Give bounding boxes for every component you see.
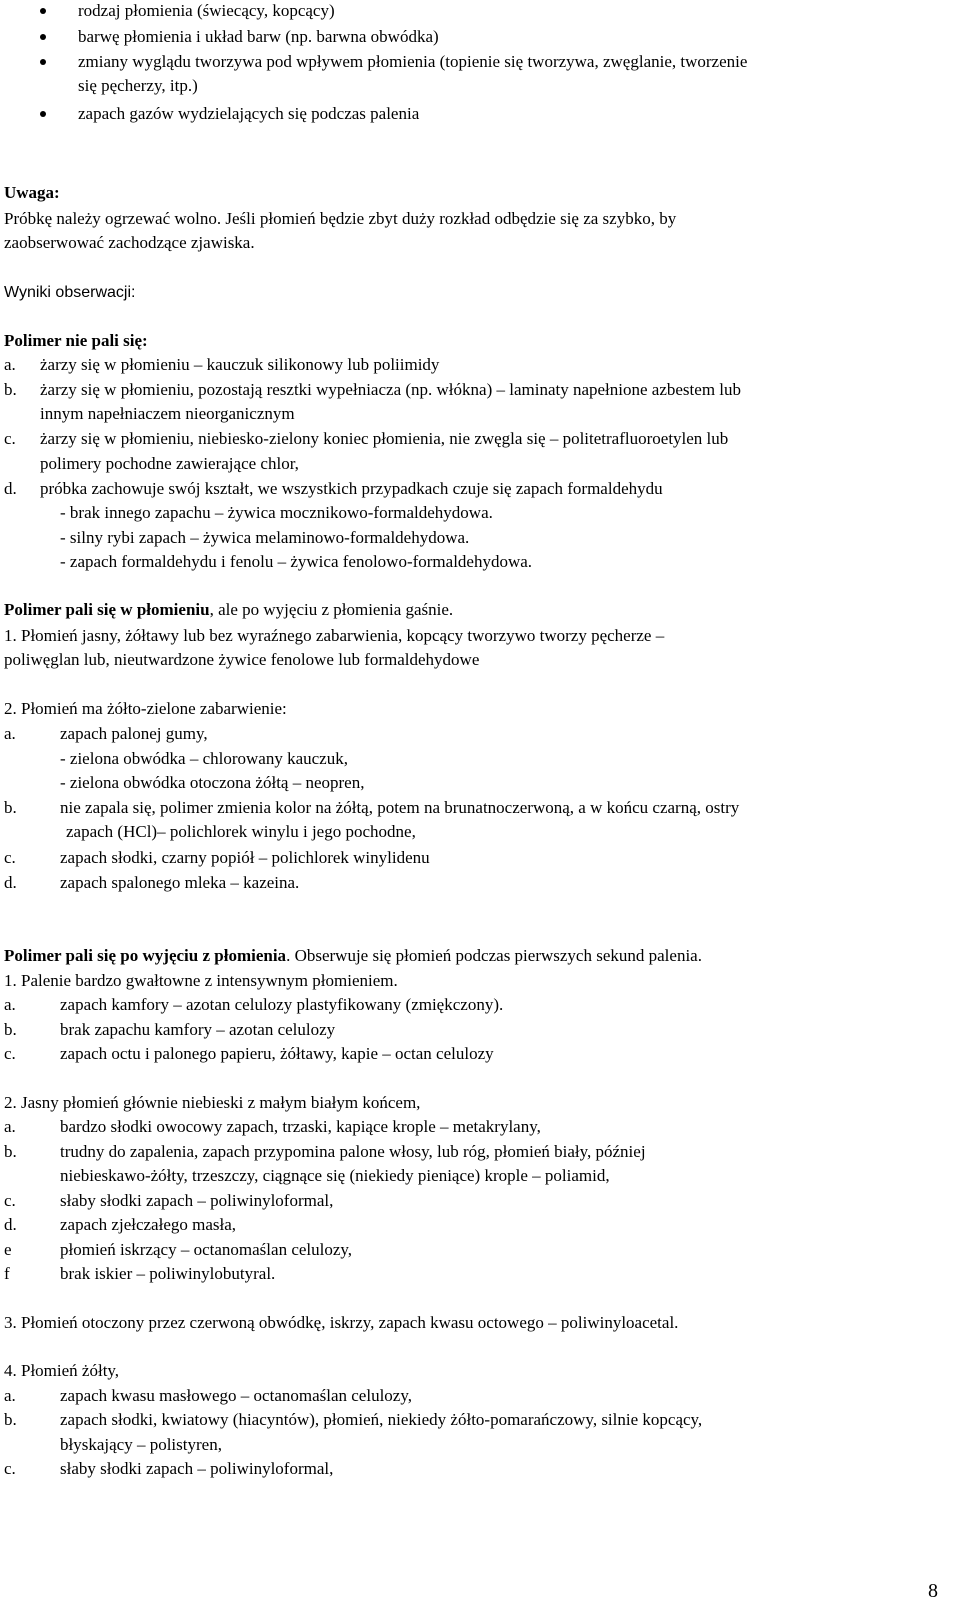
bullet-dot (40, 34, 46, 40)
note-text: Próbkę należy ogrzewać wolno. Jeśli płomień będzie zbyt duży rozkład odbędzie się za szybko, by (4, 209, 677, 228)
list-marker: b. (4, 1410, 17, 1429)
section-heading (4, 597, 453, 622)
list-marker: d. (4, 1215, 17, 1234)
section-heading-rest: , ale po wyjęciu z płomienia gaśnie. (209, 600, 454, 619)
list-item-continuation: polimery pochodne zawierające chlor, (40, 454, 299, 473)
list-marker: c. (4, 848, 16, 867)
list-item: zapach octu i palonego papieru, żółtawy, kapie – octan celulozy (60, 1044, 494, 1063)
paragraph: 4. Płomień żółty, (4, 1361, 120, 1380)
list-marker: c. (4, 1044, 16, 1063)
list-item: zapach spalonego mleka – kazeina. (60, 873, 300, 892)
list-item: trudny do zapalenia, zapach przypomina palone włosy, lub róg, płomień biały, później (60, 1142, 646, 1161)
list-subitem: - zapach formaldehydu i fenolu – żywica fenolowo-formaldehydowa. (60, 552, 533, 571)
section-heading: Polimer nie pali się: (4, 331, 148, 350)
list-item: zapach kamfory – azotan celulozy plastyfikowany (zmiękczony). (60, 995, 504, 1014)
list-marker: d. (4, 873, 17, 892)
note-title: Uwaga: (4, 183, 60, 202)
list-item: słaby słodki zapach – poliwinyloformal, (60, 1459, 334, 1478)
list-item: zapach słodki, czarny popiół – polichlorek winylidenu (60, 848, 430, 867)
list-subitem: - brak innego zapachu – żywica mocznikowo-formaldehydowa. (60, 503, 493, 522)
section-heading-rest: . Obserwuje się płomień podczas pierwszych sekund palenia. (286, 946, 702, 965)
page-number: 8 (928, 1580, 938, 1602)
list-item: żarzy się w płomieniu, niebiesko-zielony koniec płomienia, nie zwęgla się – politetrafluoroetylen lub (40, 429, 729, 448)
section-heading-bold: Polimer pali się po wyjęciu z płomienia (4, 946, 287, 965)
list-subitem: - silny rybi zapach – żywica melaminowo-formaldehydowa. (60, 528, 470, 547)
list-item: żarzy się w płomieniu – kauczuk silikonowy lub poliimidy (40, 355, 440, 374)
bullet-item: barwę płomienia i układ barw (np. barwna obwódka) (78, 27, 439, 46)
list-marker: d. (4, 479, 17, 498)
list-marker: a. (4, 724, 16, 743)
list-item: bardzo słodki owocowy zapach, trzaski, kapiące krople – metakrylany, (60, 1117, 541, 1136)
list-marker: b. (4, 1142, 17, 1161)
paragraph: 2. Płomień ma żółto-zielone zabarwienie: (4, 699, 287, 718)
section-heading-bold: Polimer pali się w płomieniu (4, 600, 210, 619)
bullet-dot (40, 111, 46, 117)
list-subitem: - zielona obwódka otoczona żółtą – neopren, (60, 773, 365, 792)
paragraph: 2. Jasny płomień głównie niebieski z małym białym końcem, (4, 1093, 421, 1112)
list-subitem: - zielona obwódka – chlorowany kauczuk, (60, 749, 348, 768)
list-marker: b. (4, 798, 17, 817)
list-item: zapach słodki, kwiatowy (hiacyntów), płomień, niekiedy żółto-pomarańczowy, silnie kopcący, (60, 1410, 703, 1429)
list-item-continuation: błyskający – polistyren, (60, 1435, 222, 1454)
bullet-item: zapach gazów wydzielających się podczas palenia (78, 104, 420, 123)
list-item: brak zapachu kamfory – azotan celulozy (60, 1020, 336, 1039)
list-item-continuation: innym napełniaczem nieorganicznym (40, 404, 295, 423)
list-item: zapach palonej gumy, (60, 724, 208, 743)
list-item-continuation: niebieskawo-żółty, trzeszczy, ciągnące się (niekiedy pieniące) krople – poliamid, (60, 1166, 610, 1185)
list-marker: c. (4, 429, 16, 448)
bullet-dot (40, 8, 46, 14)
list-item: nie zapala się, polimer zmienia kolor na żółtą, potem na brunatnoczerwoną, a w końcu czarną, ostry (60, 798, 740, 817)
list-item: słaby słodki zapach – poliwinyloformal, (60, 1191, 334, 1210)
list-item: zapach zjełczałego masła, (60, 1215, 237, 1234)
bullet-dot (40, 59, 46, 65)
list-marker: a. (4, 355, 16, 374)
list-item-continuation: zapach (HCl)– polichlorek winylu i jego pochodne, (66, 822, 416, 841)
bullet-item: rodzaj płomienia (świecący, kopcący) (78, 1, 335, 20)
results-title: Wyniki obserwacji: (4, 284, 136, 301)
list-marker: c. (4, 1459, 16, 1478)
list-marker: b. (4, 380, 17, 399)
bullet-item-continuation: się pęcherzy, itp.) (78, 76, 198, 95)
list-item: żarzy się w płomieniu, pozostają resztki wypełniacza (np. włókna) – laminaty napełnione azbestem lub (40, 380, 742, 399)
list-marker: a. (4, 995, 16, 1014)
paragraph: 1. Palenie bardzo gwałtowne z intensywnym płomieniem. (4, 971, 398, 990)
section-heading (4, 943, 702, 968)
list-item: brak iskier – poliwinylobutyral. (60, 1264, 276, 1283)
list-marker: b. (4, 1020, 17, 1039)
list-marker: a. (4, 1117, 16, 1136)
paragraph: 3. Płomień otoczony przez czerwoną obwódkę, iskrzy, zapach kwasu octowego – poliwinyloacetal. (4, 1313, 679, 1332)
paragraph: 1. Płomień jasny, żółtawy lub bez wyraźnego zabarwienia, kopcący tworzywo tworzy pęcherze – (4, 626, 665, 645)
paragraph: poliwęglan lub, nieutwardzone żywice fenolowe lub formaldehydowe (4, 650, 480, 669)
list-marker: e (4, 1240, 12, 1259)
list-marker: f (4, 1264, 10, 1283)
list-item: zapach kwasu masłowego – octanomaślan celulozy, (60, 1386, 412, 1405)
list-item: płomień iskrzący – octanomaślan celulozy, (60, 1240, 353, 1259)
list-item: próbka zachowuje swój kształt, we wszystkich przypadkach czuje się zapach formaldehydu (40, 479, 663, 498)
note-text: zaobserwować zachodzące zjawiska. (4, 233, 255, 252)
list-marker: c. (4, 1191, 16, 1210)
list-marker: a. (4, 1386, 16, 1405)
bullet-item: zmiany wyglądu tworzywa pod wpływem płomienia (topienie się tworzywa, zwęglanie, tworzenie (78, 52, 748, 71)
